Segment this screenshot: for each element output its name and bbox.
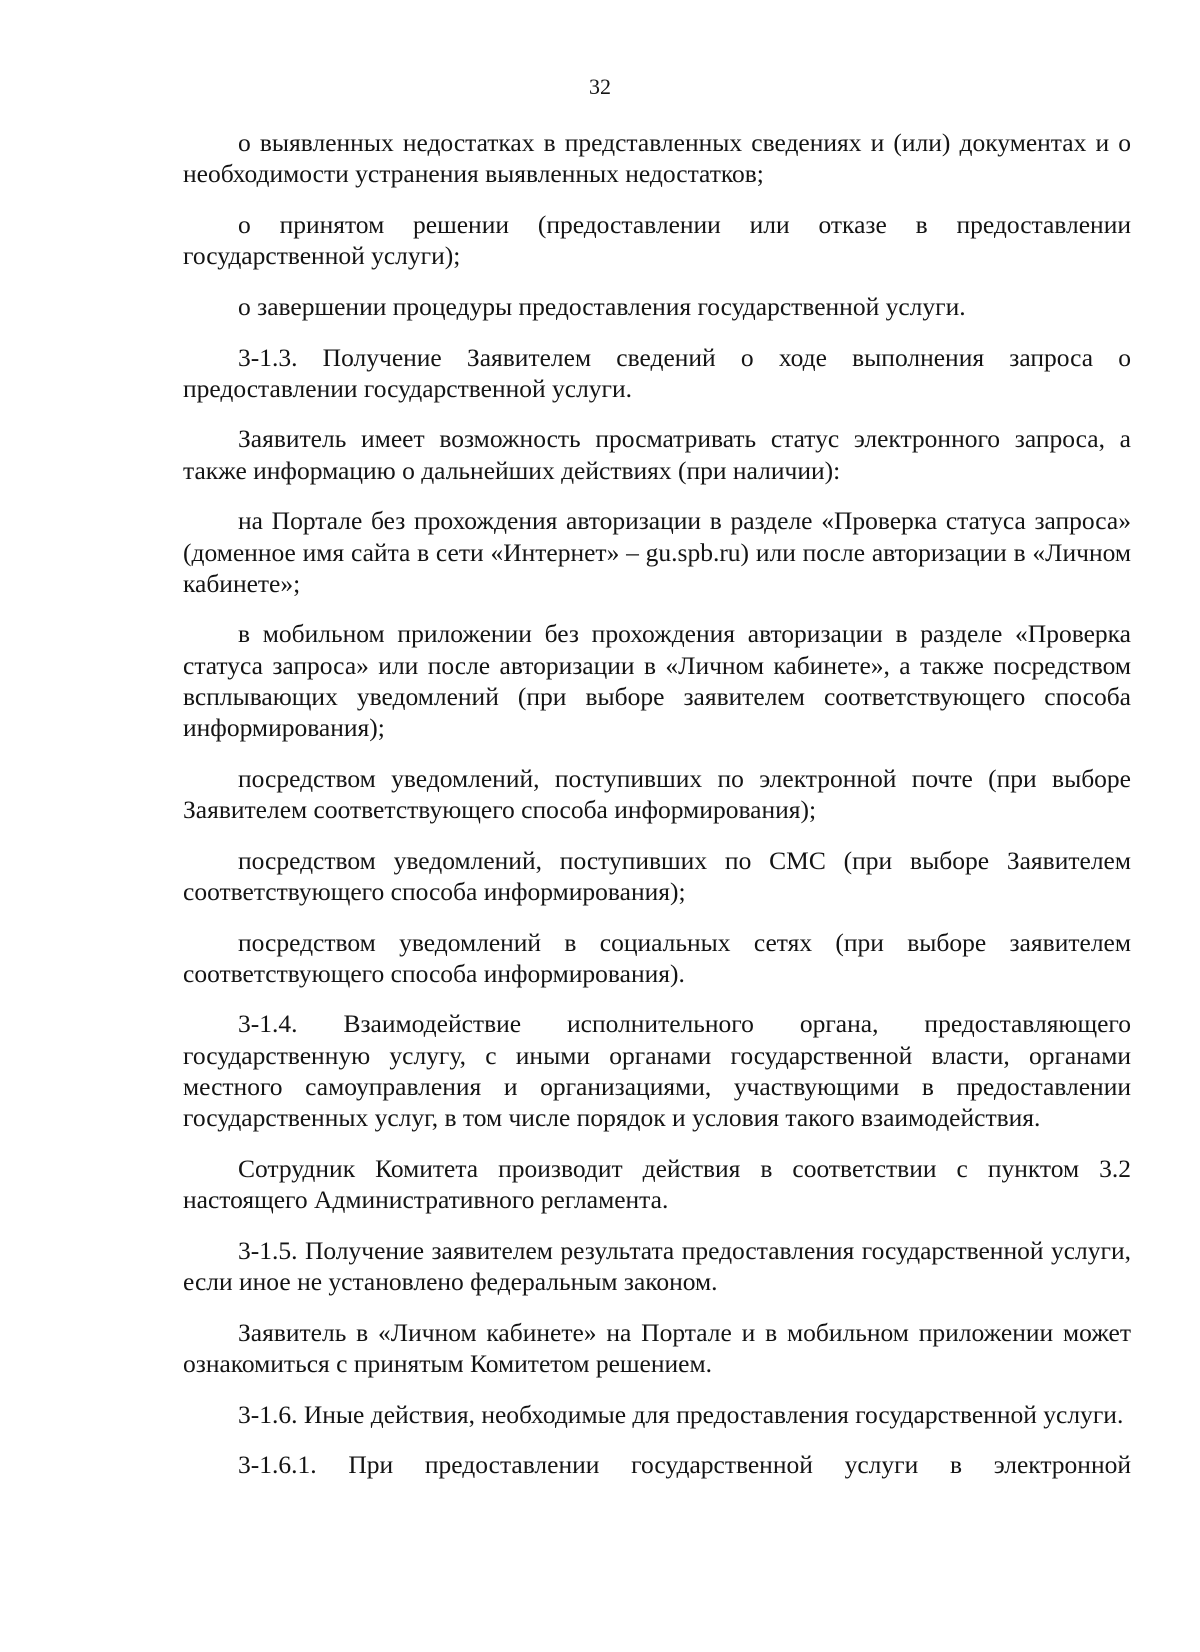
document-body: [183, 127, 1131, 1480]
page-number: 32: [589, 74, 611, 99]
paragraph-item-deficiencies: о выявленных недостатках в представленных сведениях и (или) документах и о необходимости устранения выявленных недостатков;: [183, 128, 1131, 189]
paragraph-item-sms: посредством уведомлений, поступивших по СМС (при выборе Заявителем соответствующего способа информирования);: [183, 845, 1131, 906]
section-3-1-5-heading: 3-1.5. Получение заявителем результата предоставления государственной услуги, если иное не установлено федеральным законом.: [183, 1235, 1131, 1296]
paragraph-result-review: Заявитель в «Личном кабинете» на Портале и в мобильном приложении может ознакомиться с принятым Комитетом решением.: [183, 1317, 1131, 1378]
paragraph-item-social: посредством уведомлений в социальных сетях (при выборе заявителем соответствующего способа информирования).: [183, 927, 1131, 988]
paragraph-item-email: посредством уведомлений, поступивших по электронной почте (при выборе Заявителем соответствующего способа информирования);: [183, 763, 1131, 824]
paragraph-item-decision: о принятом решении (предоставлении или отказе в предоставлении государственной услуги);: [183, 209, 1131, 271]
section-3-1-3-heading: 3-1.3. Получение Заявителем сведений о ходе выполнения запроса о предоставлении государственной услуги.: [183, 342, 1131, 403]
paragraph-committee-actions: Сотрудник Комитета производит действия в соответствии с пунктом 3.2 настоящего Административного регламента.: [183, 1153, 1131, 1214]
section-3-1-6-heading: 3-1.6. Иные действия, необходимые для предоставления государственной услуги.: [238, 1399, 1124, 1429]
paragraph-item-portal: на Портале без прохождения авторизации в разделе «Проверка статуса запроса» (доменное имя сайта в сети «Интернет» – gu.spb.ru) или после авторизации в «Личном кабинете»;: [183, 506, 1131, 598]
section-3-1-6-1-heading: 3-1.6.1. При предоставлении государственной услуги в электронной: [238, 1450, 1131, 1480]
section-3-1-4-heading: 3-1.4. Взаимодействие исполнительного органа, предоставляющего государственную услугу, с иными органами государственной власти, органами местного самоуправления и организациями, участвующими в предоставлении государственных услуг, в том числе порядок и условия такого взаимодействия.: [183, 1009, 1131, 1133]
paragraph-item-mobile-app: в мобильном приложении без прохождения авторизации в разделе «Проверка статуса запроса» или после авторизации в «Личном кабинете», а также посредством всплывающих уведомлений (при выборе заявителем соответствующего способа информирования);: [183, 619, 1131, 743]
paragraph-item-completion: о завершении процедуры предоставления государственной услуги.: [238, 291, 966, 321]
paragraph-status-access: Заявитель имеет возможность просматривать статус электронного запроса, а также информацию о дальнейших действиях (при наличии):: [183, 424, 1131, 485]
